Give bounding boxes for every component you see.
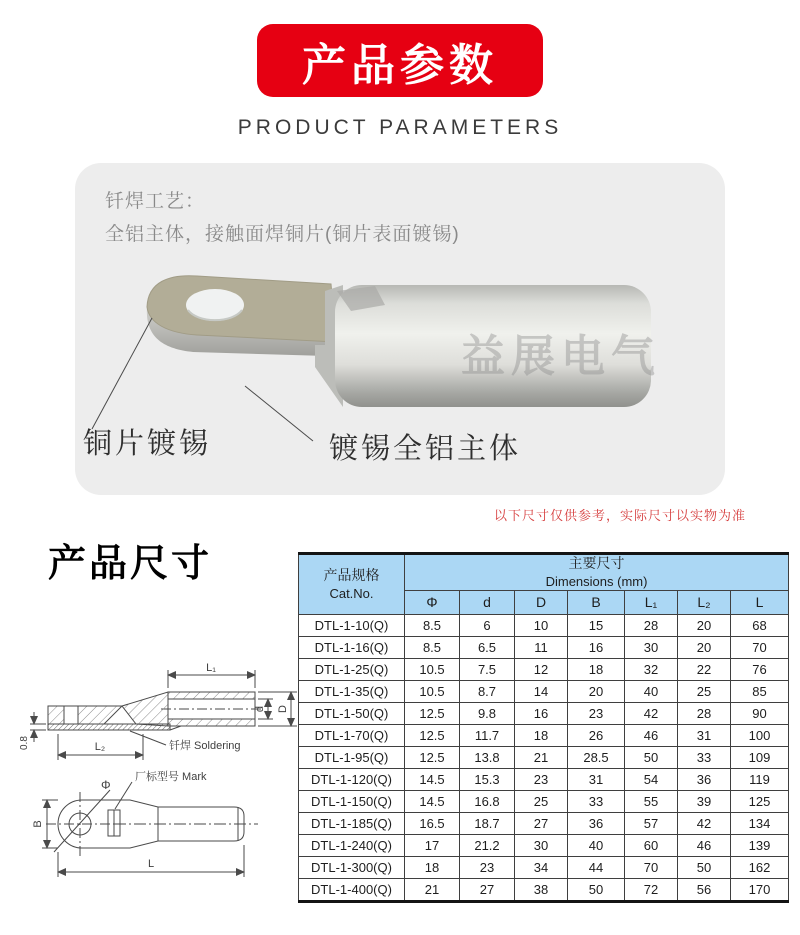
process-description (105, 185, 460, 252)
cat-no-cell: DTL-1-10(Q) (299, 615, 405, 637)
dimension-notice: 以下尺寸仅供参考，实际尺寸以实物为准 (493, 508, 746, 523)
col-header-cat-no (299, 554, 405, 615)
dimension-cell: 23 (568, 703, 625, 725)
table-row (299, 703, 789, 725)
dimension-cell: 38 (515, 879, 568, 902)
subheader-cell: d (460, 591, 515, 615)
callout-aluminium-body: 镀锡全铝主体 (329, 431, 522, 465)
dimension-cell: 22 (678, 659, 731, 681)
technical-drawings (18, 646, 300, 926)
dimension-cell: 11 (515, 637, 568, 659)
dimension-cell: 31 (678, 725, 731, 747)
dimension-cell: 30 (515, 835, 568, 857)
subheader-cell: L₁ (625, 591, 678, 615)
table-row (299, 791, 789, 813)
dimension-cell: 18 (515, 725, 568, 747)
dimension-cell: 55 (625, 791, 678, 813)
dimension-cell: 170 (731, 879, 789, 902)
dimension-cell: 6 (460, 615, 515, 637)
dimension-cell: 60 (625, 835, 678, 857)
dimension-cell: 17 (405, 835, 460, 857)
mark-label: 厂标型号 Mark (135, 771, 207, 783)
dimension-cell: 31 (568, 769, 625, 791)
dimension-cell: 70 (625, 857, 678, 879)
table-row (299, 615, 789, 637)
col-header-cat-cn: 产品规格 (323, 567, 380, 583)
dimension-cell: 109 (731, 747, 789, 769)
subheader-cell: B (568, 591, 625, 615)
dimension-cell: 12 (515, 659, 568, 681)
dimension-cell: 10 (515, 615, 568, 637)
subheader-cell: L₂ (678, 591, 731, 615)
table-row (299, 813, 789, 835)
dim-label-l: L (147, 858, 155, 870)
dimension-cell: 40 (625, 681, 678, 703)
dimension-cell: 15.3 (460, 769, 515, 791)
dim-label-d-outer: D (277, 705, 289, 713)
dimension-cell: 30 (625, 637, 678, 659)
dimension-cell: 13.8 (460, 747, 515, 769)
dimension-cell: 12.5 (405, 725, 460, 747)
cat-no-cell: DTL-1-300(Q) (299, 857, 405, 879)
dimension-cell: 50 (625, 747, 678, 769)
dimension-cell: 21.2 (460, 835, 515, 857)
cat-no-cell: DTL-1-95(Q) (299, 747, 405, 769)
subheader-cell: Φ (405, 591, 460, 615)
table-row (299, 769, 789, 791)
dimension-cell: 46 (678, 835, 731, 857)
col-header-dim-cn: 主要尺寸 (568, 555, 625, 571)
dimensions-title: 产品尺寸 (48, 543, 213, 585)
dimension-cell: 18 (405, 857, 460, 879)
dimension-cell: 10.5 (405, 681, 460, 703)
dimension-cell: 68 (731, 615, 789, 637)
process-line-2: 全铝主体，接触面焊铜片(铜片表面镀锡) (105, 224, 460, 246)
dimension-cell: 76 (731, 659, 789, 681)
callout-copper-tinned: 铜片镀锡 (83, 426, 212, 460)
dimension-cell: 125 (731, 791, 789, 813)
top-view-drawing (32, 792, 258, 877)
dimension-cell: 25 (678, 681, 731, 703)
cat-no-cell: DTL-1-400(Q) (299, 879, 405, 902)
cat-no-cell: DTL-1-25(Q) (299, 659, 405, 681)
dimension-cell: 34 (515, 857, 568, 879)
col-header-cat-en: Cat.No. (329, 585, 374, 601)
dimension-cell: 100 (731, 725, 789, 747)
table-row (299, 725, 789, 747)
cat-no-cell: DTL-1-150(Q) (299, 791, 405, 813)
dimension-cell: 16 (515, 703, 568, 725)
dimension-cell: 20 (678, 615, 731, 637)
dimension-cell: 16 (568, 637, 625, 659)
table-row (299, 835, 789, 857)
table-row (299, 747, 789, 769)
col-header-dimensions (405, 554, 789, 591)
dimension-cell: 33 (568, 791, 625, 813)
dimension-cell: 16.8 (460, 791, 515, 813)
dimension-cell: 20 (568, 681, 625, 703)
dimension-cell: 7.5 (460, 659, 515, 681)
dimension-cell: 20 (678, 637, 731, 659)
dimension-cell: 18 (568, 659, 625, 681)
cat-no-cell: DTL-1-240(Q) (299, 835, 405, 857)
table-row (299, 857, 789, 879)
dimension-cell: 18.7 (460, 813, 515, 835)
dimension-cell: 16.5 (405, 813, 460, 835)
dimension-cell: 42 (625, 703, 678, 725)
dim-label-phi: Φ (101, 778, 111, 792)
cat-no-cell: DTL-1-50(Q) (299, 703, 405, 725)
dimension-cell: 36 (568, 813, 625, 835)
dimension-cell: 134 (731, 813, 789, 835)
dimension-cell: 40 (568, 835, 625, 857)
dim-label-b: B (32, 820, 44, 828)
dimension-cell: 9.8 (460, 703, 515, 725)
dim-label-d-inner: d (254, 705, 266, 713)
table-row (299, 681, 789, 703)
dimension-cell: 23 (460, 857, 515, 879)
cat-no-cell: DTL-1-120(Q) (299, 769, 405, 791)
table-row (299, 879, 789, 902)
dimension-cell: 90 (731, 703, 789, 725)
dimensions-table (298, 552, 789, 903)
dimension-cell: 25 (515, 791, 568, 813)
dimension-cell: 44 (568, 857, 625, 879)
dimension-cell: 72 (625, 879, 678, 902)
dimension-cell: 46 (625, 725, 678, 747)
dim-label-thickness: 0.8 (19, 736, 30, 750)
table-row (299, 659, 789, 681)
dimension-cell: 70 (731, 637, 789, 659)
dimension-cell: 14.5 (405, 791, 460, 813)
dimension-cell: 39 (678, 791, 731, 813)
dimension-cell: 27 (460, 879, 515, 902)
dimension-cell: 14 (515, 681, 568, 703)
dimension-cell: 57 (625, 813, 678, 835)
dimension-cell: 36 (678, 769, 731, 791)
dimension-cell: 50 (568, 879, 625, 902)
dimension-cell: 33 (678, 747, 731, 769)
callout-leader-left (92, 318, 152, 429)
process-line-1: 钎焊工艺： (105, 191, 206, 212)
dimension-cell: 28 (625, 615, 678, 637)
soldering-label: 钎焊 Soldering (169, 740, 241, 752)
dimension-cell: 32 (625, 659, 678, 681)
dimension-cell: 54 (625, 769, 678, 791)
process-panel (75, 163, 725, 495)
callout-leader-right (245, 386, 313, 441)
dimension-cell: 28 (678, 703, 731, 725)
cat-no-cell: DTL-1-185(Q) (299, 813, 405, 835)
table-row (299, 637, 789, 659)
dimension-cell: 139 (731, 835, 789, 857)
dimension-cell: 12.5 (405, 703, 460, 725)
dimension-cell: 56 (678, 879, 731, 902)
dimension-cell: 15 (568, 615, 625, 637)
banner-title: 产品参数 (302, 40, 498, 90)
cat-no-cell: DTL-1-16(Q) (299, 637, 405, 659)
dimension-cell: 162 (731, 857, 789, 879)
dimension-cell: 85 (731, 681, 789, 703)
cat-no-cell: DTL-1-35(Q) (299, 681, 405, 703)
dimension-cell: 21 (405, 879, 460, 902)
dimension-cell: 21 (515, 747, 568, 769)
dimension-cell: 27 (515, 813, 568, 835)
dimension-cell: 26 (568, 725, 625, 747)
section-banner (257, 24, 543, 97)
dimension-cell: 42 (678, 813, 731, 835)
dimension-cell: 23 (515, 769, 568, 791)
dimension-cell: 28.5 (568, 747, 625, 769)
section-subtitle: PRODUCT PARAMETERS (237, 116, 563, 139)
dimension-cell: 14.5 (405, 769, 460, 791)
dimension-cell: 11.7 (460, 725, 515, 747)
dimension-cell: 8.7 (460, 681, 515, 703)
dim-label-l1: L₁ (206, 662, 216, 674)
subheader-cell: L (731, 591, 789, 615)
dimension-cell: 119 (731, 769, 789, 791)
watermark: 益展电气 (461, 332, 661, 381)
dimension-cell: 8.5 (405, 615, 460, 637)
col-header-dim-en: Dimensions (mm) (545, 573, 648, 589)
subheader-cell: D (515, 591, 568, 615)
dimension-cell: 12.5 (405, 747, 460, 769)
cat-no-cell: DTL-1-70(Q) (299, 725, 405, 747)
dim-label-l2: L₂ (94, 741, 106, 753)
dimension-cell: 50 (678, 857, 731, 879)
dimension-cell: 8.5 (405, 637, 460, 659)
dimension-cell: 6.5 (460, 637, 515, 659)
dimension-cell: 10.5 (405, 659, 460, 681)
